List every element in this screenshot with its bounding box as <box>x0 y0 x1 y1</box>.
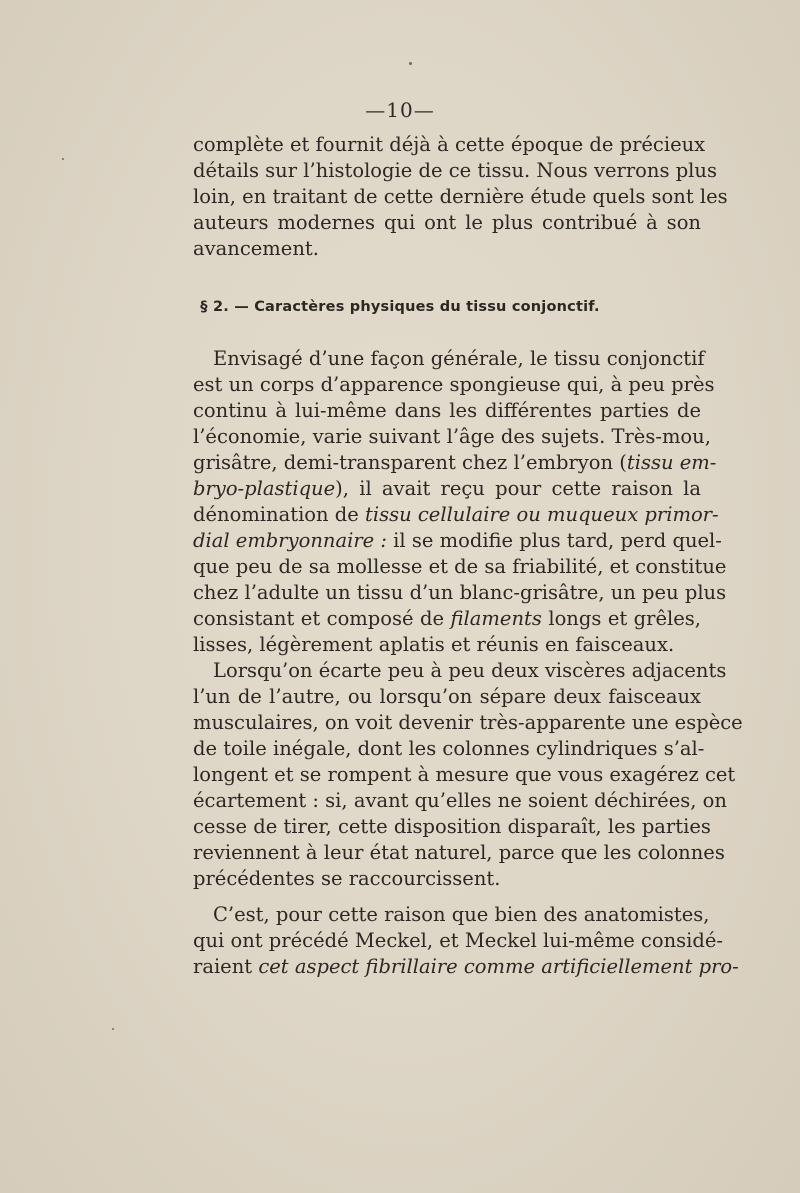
text-line <box>193 450 717 476</box>
text-line: chez l’adulte un tissu d’un blanc-grisâtre, un peu plus <box>193 581 727 604</box>
text-run: consistant et composé de <box>193 607 451 630</box>
text-line: l’économie, varie suivant l’âge des sujets. Très-mou, <box>193 425 711 448</box>
text-run: grisâtre, demi-transparent chez l’embryon ( <box>193 451 627 474</box>
text-run: ), il avait reçu pour cette raison la <box>335 477 701 500</box>
paragraph-general-description <box>193 346 727 658</box>
text-run: raient <box>193 955 259 978</box>
italic-term: tissu cellulaire ou muqueux primor- <box>365 503 719 526</box>
italic-term: bryo-plastique <box>193 477 336 500</box>
text-line <box>193 954 739 980</box>
paragraph-continuation <box>193 132 728 262</box>
text-line <box>193 502 719 528</box>
text-line: longent et se rompent à mesure que vous exagérez cet <box>193 763 736 786</box>
italic-term: dial embryonnaire : <box>193 529 387 552</box>
text-line <box>193 476 701 502</box>
text-line <box>193 606 701 632</box>
page-number: —10— <box>365 98 435 122</box>
paragraph-anatomists <box>193 902 739 980</box>
text-line: détails sur l’histologie de ce tissu. Nous verrons plus <box>193 159 717 182</box>
text-line: qui ont précédé Meckel, et Meckel lui-même considé- <box>193 929 724 952</box>
paragraph-separation-observation <box>193 658 743 892</box>
text-line: loin, en traitant de cette dernière étude quels sont les <box>193 185 728 208</box>
text-run: dénomination de <box>193 503 366 526</box>
italic-term: cet aspect fibrillaire comme artificiellement pro- <box>258 955 739 978</box>
text-line: complète et fournit déjà à cette époque de précieux <box>193 133 706 156</box>
text-line: lisses, légèrement aplatis et réunis en faisceaux. <box>193 633 675 656</box>
text-line: que peu de sa mollesse et de sa friabilité, et constitue <box>193 555 727 578</box>
text-line: auteurs modernes qui ont le plus contribué à son <box>193 211 701 234</box>
italic-term: tissu em- <box>626 451 717 474</box>
text-line <box>193 528 722 554</box>
paper-speck <box>62 158 64 160</box>
text-line: continu à lui-même dans les différentes parties de <box>193 399 701 422</box>
text-line: précédentes se raccourcissent. <box>193 867 501 890</box>
text-line: Lorsqu’on écarte peu à peu deux viscères adjacents <box>213 659 727 682</box>
paper-speck <box>409 62 412 65</box>
text-line: avancement. <box>193 237 319 260</box>
text-line: l’un de l’autre, ou lorsqu’on sépare deux faisceaux <box>193 685 701 708</box>
text-line: musculaires, on voit devenir très-apparente une espèce <box>193 711 743 734</box>
paper-speck <box>112 1028 114 1030</box>
text-line: C’est, pour cette raison que bien des anatomistes, <box>213 903 710 926</box>
text-line: écartement : si, avant qu’elles ne soient déchirées, on <box>193 789 727 812</box>
text-run: il se modifie plus tard, perd quel- <box>386 529 722 552</box>
text-line: reviennent à leur état naturel, parce que les colonnes <box>193 841 725 864</box>
italic-term: filaments <box>450 607 542 630</box>
text-line: cesse de tirer, cette disposition disparaît, les parties <box>193 815 711 838</box>
text-line: de toile inégale, dont les colonnes cylindriques s’al- <box>193 737 705 760</box>
section-heading: § 2. — Caractères physiques du tissu conjonctif. <box>200 299 600 315</box>
text-line: est un corps d’apparence spongieuse qui, à peu près <box>193 373 715 396</box>
text-line: Envisagé d’une façon générale, le tissu conjonctif <box>213 347 705 370</box>
text-run: longs et grêles, <box>541 607 701 630</box>
